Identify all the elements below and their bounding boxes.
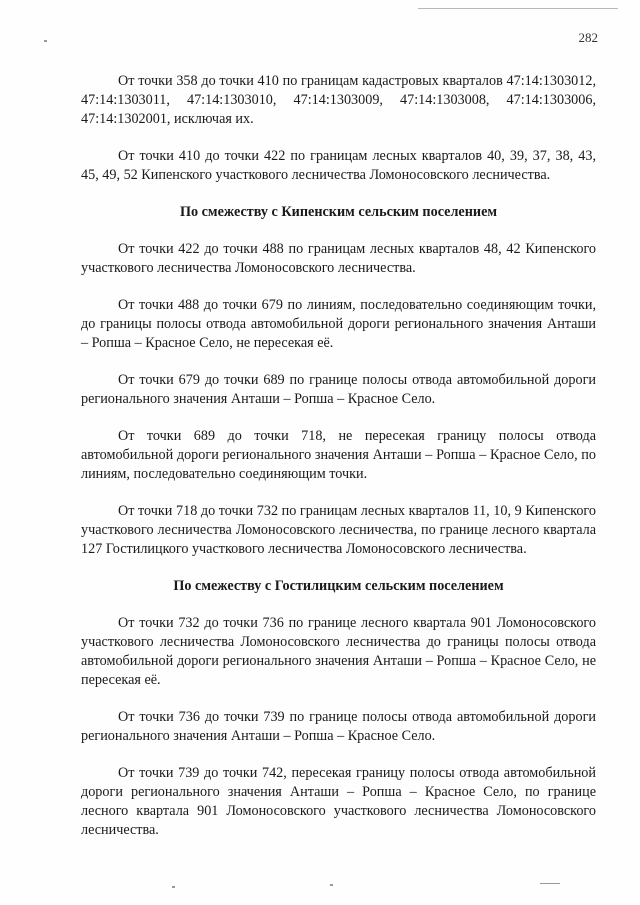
page-number: 282 [578,30,598,45]
paragraph: От точки 422 до точки 488 по границам лесных кварталов 48, 42 Кипенского участкового лесничества Ломоносовского лесничества. [81,241,596,276]
scan-speck [44,40,47,42]
scan-speck [540,883,560,884]
paragraph: От точки 732 до точки 736 по границе лесного квартала 901 Ломоносовского участкового лесничества Ломоносовского лесничества до границы полосы отвода автомобильной дороги регионального значения Анташи – Ропша – Красное Село, не пересекая её. [81,615,596,688]
paragraph: От точки 488 до точки 679 по линиям, последовательно соединяющим точки, до границы полосы отвода автомобильной дороги регионального значения Анташи – Ропша – Красное Село, не пересекая её. [81,297,596,351]
paragraph: От точки 679 до точки 689 по границе полосы отвода автомобильной дороги регионального значения Анташи – Ропша – Красное Село. [81,372,596,407]
document-body [81,72,596,840]
paragraph: От точки 358 до точки 410 по границам кадастровых кварталов 47:14:1303012, 47:14:1303011, 47:14:1303010, 47:14:1303009, 47:14:1303008, 47:14:1303006, 47:14:1302001, исключая их. [81,73,596,127]
paragraph: От точки 689 до точки 718, не пересекая границу полосы отвода автомобильной дороги регионального значения Анташи – Ропша – Красное Село, по линиям, последовательно соединяющим точки. [81,428,596,482]
scan-artifact-line [418,8,618,9]
paragraph: От точки 410 до точки 422 по границам лесных кварталов 40, 39, 37, 38, 43, 45, 49, 52 Кипенского участкового лесничества Ломоносовского лесничества. [81,148,596,183]
paragraph: От точки 736 до точки 739 по границе полосы отвода автомобильной дороги регионального значения Анташи – Ропша – Красное Село. [81,709,596,744]
paragraph: От точки 739 до точки 742, пересекая границу полосы отвода автомобильной дороги регионального значения Анташи – Ропша – Красное Село, по границе лесного квартала 901 Ломоносовского участкового лесничества Ломоносовского лесничества. [81,765,596,838]
scan-speck [172,886,175,888]
section-heading: По смежеству с Гостилицким сельским поселением [173,578,504,594]
section-heading: По смежеству с Кипенским сельским поселением [179,204,498,220]
scan-speck [330,884,333,886]
paragraph: От точки 718 до точки 732 по границам лесных кварталов 11, 10, 9 Кипенского участкового лесничества Ломоносовского лесничества, по границе лесного квартала 127 Гостилицкого участкового лесничества Ломоносовского лесничества. [81,503,596,557]
